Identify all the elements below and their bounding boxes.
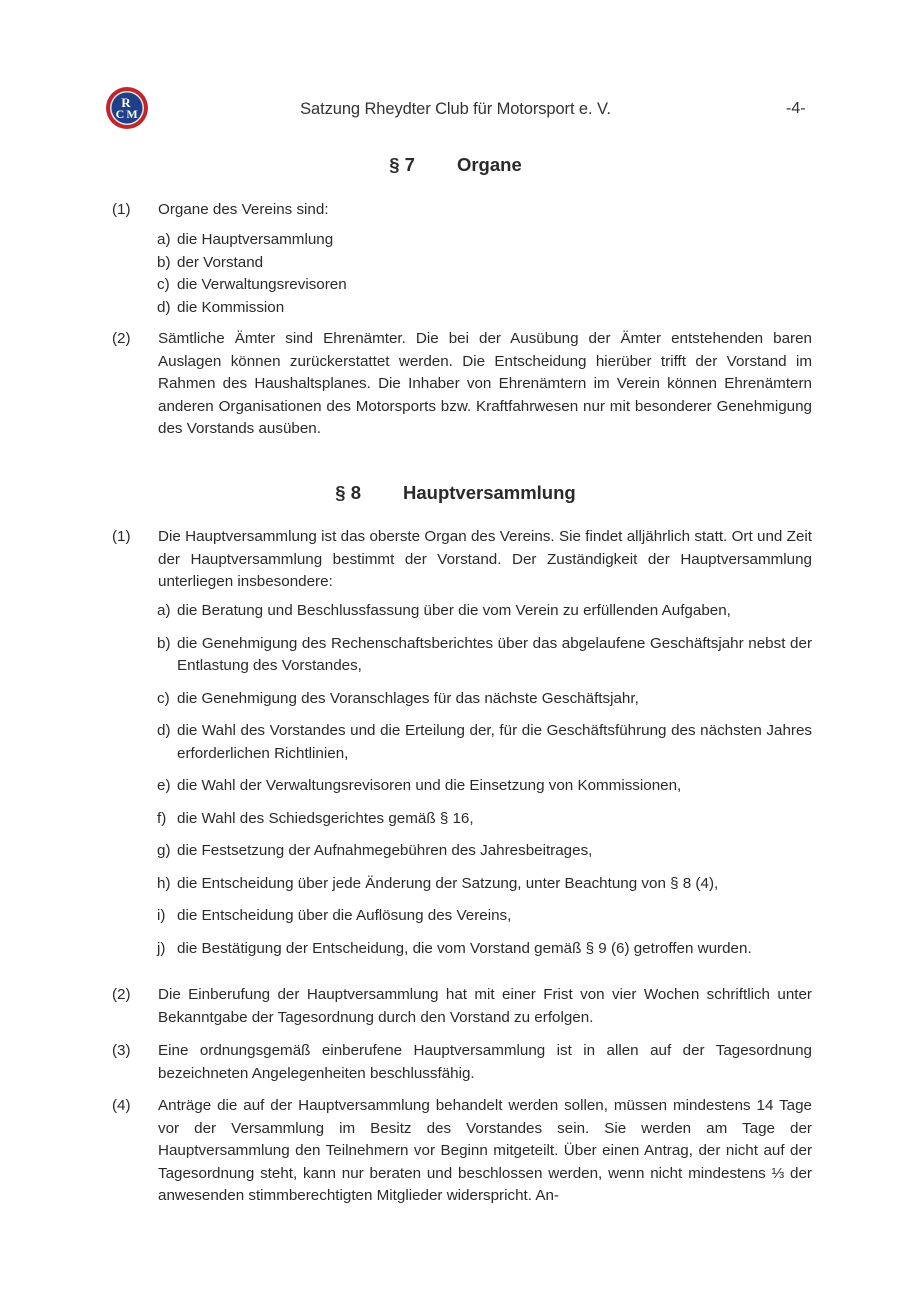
list-item: j) die Bestätigung der Entscheidung, die vom Vorstand gemäß § 9 (6) getroffen wurden. [157, 939, 752, 957]
paragraph-label: (4) [112, 1097, 131, 1114]
list-item: d) die Kommission [157, 298, 285, 316]
list-item: b) der Vorstand [157, 253, 264, 271]
section-number: § 8 [335, 482, 361, 503]
list-item: i) die Entscheidung über die Auflösung des Vereins, [157, 907, 512, 924]
list-item: g) die Festsetzung der Aufnahmegebühren des Jahresbeitrages, [157, 842, 593, 859]
svg-text:M: M [126, 107, 138, 121]
paragraph-text: Anträge die auf der Hauptversammlung behandelt werden sollen, müssen mindestens 14 Tage vor der Versammlung im Besitz des Vorstandes sein. Sie werden am Tage der Hauptversammlung den Teilnehmern vor Beginn mitgeteilt. Über einen Antrag, der nicht auf der Tagesordnung steht, kann nur beraten und beschlossen werden, wenn nicht mindestens ⅓ der anwesenden stimmberechtigten Mitglieder widerspricht. An- [158, 1097, 812, 1204]
paragraph-label: (2) [112, 986, 131, 1003]
page-number: -4- [786, 100, 806, 117]
section-title: Organe [456, 154, 522, 175]
svg-text:C: C [115, 107, 125, 121]
list-item: e) die Wahl der Verwaltungsrevisoren und die Einsetzung von Kommissionen, [157, 777, 682, 794]
paragraph-label: (3) [112, 1042, 131, 1059]
section-8-paragraph-3 [112, 1040, 812, 1085]
list-item: c) die Genehmigung des Voranschlages für das nächste Geschäftsjahr, [157, 689, 639, 707]
list-item: a) die Hauptversammlung [157, 231, 334, 248]
section-7-paragraph-1 [112, 199, 812, 222]
list-item: f) die Wahl des Schiedsgerichtes gemäß § 16, [157, 809, 474, 827]
paragraph-text: Sämtliche Ämter sind Ehrenämter. Die bei der Ausübung der Ämter entstehenden baren Auslagen können zurückerstattet werden. Die Entscheidung hierüber trifft der Vorstand im Rahmen des Haushaltsplanes. Die Inhaber von Ehrenämtern im Verein können Ehrenämtern anderen Organisationen des Motorsports bzw. Kraftfahrwesen nur mit besonderer Genehmigung des Vorstands ausüben. [158, 330, 812, 437]
paragraph-text: Eine ordnungsgemäß einberufene Hauptversammlung ist in allen auf der Tagesordnung bezeichneten Angelegenheiten beschlussfähig. [158, 1042, 812, 1082]
section-7-paragraph-2 [112, 328, 812, 441]
list-item: h) die Entscheidung über jede Änderung der Satzung, unter Beachtung von § 8 (4), [157, 874, 719, 892]
section-8-heading [0, 482, 911, 504]
section-7-organ-list [157, 229, 812, 319]
section-7-heading [0, 154, 911, 176]
document-header-title: Satzung Rheydter Club für Motorsport e. V. [300, 100, 611, 118]
list-item: b) die Genehmigung des Rechenschaftsberichtes über das abgelaufene Geschäftsjahr nebst der Entlastung des Vorstandes, [157, 634, 812, 674]
paragraph-label: (1) [112, 528, 131, 545]
list-item: d) die Wahl des Vorstandes und die Erteilung der, für die Geschäftsführung des nächsten Jahres erforderlichen Richtlinien, [157, 722, 812, 762]
section-8-paragraph-2 [112, 984, 812, 1029]
paragraph-text: Die Einberufung der Hauptversammlung hat mit einer Frist von vier Wochen schriftlich unter Bekanntgabe der Tagesordnung durch den Vorstand zu erfolgen. [158, 986, 812, 1026]
paragraph-label: (1) [112, 201, 131, 218]
paragraph-text: Organe des Vereins sind: [158, 201, 329, 218]
section-title: Hauptversammlung [403, 482, 576, 503]
section-number: § 7 [389, 154, 415, 175]
paragraph-text: Die Hauptversammlung ist das oberste Organ des Vereins. Sie findet alljährlich statt. Ort und Zeit der Hauptversammlung bestimmt der Vorstand. Der Zuständigkeit der Hauptversammlung unterliegen insbesondere: [158, 528, 812, 590]
svg-text:R: R [121, 95, 131, 110]
section-8-competence-list [157, 600, 812, 960]
list-item: c) die Verwaltungsrevisoren [157, 276, 347, 293]
section-8-paragraph-4 [112, 1095, 812, 1208]
list-item: a) die Beratung und Beschlussfassung über die vom Verein zu erfüllenden Aufgaben, [157, 602, 731, 619]
section-8-paragraph-1 [112, 526, 812, 594]
paragraph-label: (2) [112, 330, 131, 347]
